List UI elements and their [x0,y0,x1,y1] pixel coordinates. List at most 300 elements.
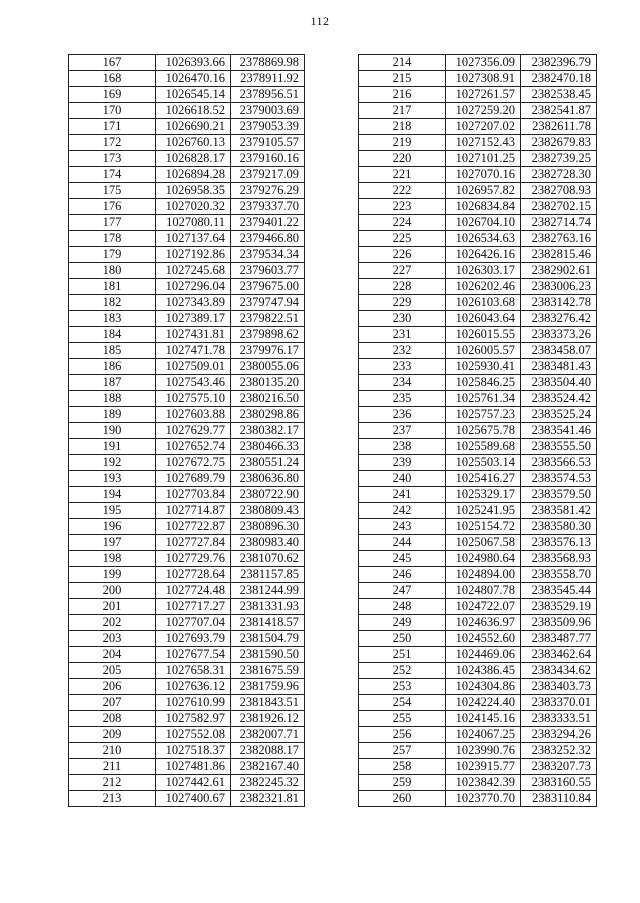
point-number-cell: 190 [69,423,156,439]
x-coordinate-cell: 1023842.39 [446,775,521,791]
y-coordinate-cell: 2383462.64 [521,647,597,663]
point-number-cell: 211 [69,759,156,775]
y-coordinate-cell: 2379675.00 [231,279,305,295]
table-row [359,295,597,311]
point-number-cell: 244 [359,535,446,551]
x-coordinate-cell: 1027137.64 [156,231,231,247]
table-row [359,375,597,391]
x-coordinate-cell: 1027575.10 [156,391,231,407]
y-coordinate-cell: 2382702.15 [521,199,597,215]
x-coordinate-cell: 1023915.77 [446,759,521,775]
point-number-cell: 259 [359,775,446,791]
table-row [69,487,305,503]
point-number-cell: 191 [69,439,156,455]
point-number-cell: 178 [69,231,156,247]
table-row [69,695,305,711]
table-row [69,663,305,679]
x-coordinate-cell: 1027259.20 [446,103,521,119]
y-coordinate-cell: 2383568.93 [521,551,597,567]
x-coordinate-cell: 1026894.28 [156,167,231,183]
y-coordinate-cell: 2382088.17 [231,743,305,759]
y-coordinate-cell: 2379276.29 [231,183,305,199]
y-coordinate-cell: 2383370.01 [521,695,597,711]
y-coordinate-cell: 2380055.06 [231,359,305,375]
coordinates-table-left [68,54,305,807]
table-row [359,471,597,487]
table-row [359,55,597,71]
table-row [359,503,597,519]
point-number-cell: 179 [69,247,156,263]
page-number: 112 [310,14,330,28]
x-coordinate-cell: 1025761.34 [446,391,521,407]
x-coordinate-cell: 1027101.25 [446,151,521,167]
x-coordinate-cell: 1023990.76 [446,743,521,759]
y-coordinate-cell: 2382708.93 [521,183,597,199]
y-coordinate-cell: 2382245.32 [231,775,305,791]
table-row [359,119,597,135]
point-number-cell: 221 [359,167,446,183]
y-coordinate-cell: 2380382.17 [231,423,305,439]
point-number-cell: 238 [359,439,446,455]
table-row [359,487,597,503]
point-number-cell: 227 [359,263,446,279]
table-row [359,759,597,775]
x-coordinate-cell: 1027343.89 [156,295,231,311]
x-coordinate-cell: 1025067.58 [446,535,521,551]
point-number-cell: 253 [359,679,446,695]
y-coordinate-cell: 2381843.51 [231,695,305,711]
table-row [359,359,597,375]
x-coordinate-cell: 1027717.27 [156,599,231,615]
table-row [359,167,597,183]
point-number-cell: 229 [359,295,446,311]
y-coordinate-cell: 2382611.78 [521,119,597,135]
x-coordinate-cell: 1027070.16 [446,167,521,183]
table-row [69,615,305,631]
point-number-cell: 246 [359,567,446,583]
point-number-cell: 218 [359,119,446,135]
point-number-cell: 204 [69,647,156,663]
x-coordinate-cell: 1026704.10 [446,215,521,231]
point-number-cell: 243 [359,519,446,535]
x-coordinate-cell: 1026470.16 [156,71,231,87]
x-coordinate-cell: 1027152.43 [446,135,521,151]
y-coordinate-cell: 2381331.93 [231,599,305,615]
table-row [69,311,305,327]
table-row [69,199,305,215]
x-coordinate-cell: 1024386.45 [446,663,521,679]
table-row [359,263,597,279]
y-coordinate-cell: 2379217.09 [231,167,305,183]
x-coordinate-cell: 1027724.48 [156,583,231,599]
y-coordinate-cell: 2382902.61 [521,263,597,279]
point-number-cell: 168 [69,71,156,87]
point-number-cell: 241 [359,487,446,503]
point-number-cell: 167 [69,55,156,71]
table-row [359,599,597,615]
y-coordinate-cell: 2378956.51 [231,87,305,103]
table-row [359,151,597,167]
table-row [69,71,305,87]
x-coordinate-cell: 1026393.66 [156,55,231,71]
point-number-cell: 209 [69,727,156,743]
x-coordinate-cell: 1027481.86 [156,759,231,775]
point-number-cell: 223 [359,199,446,215]
x-coordinate-cell: 1026015.55 [446,327,521,343]
y-coordinate-cell: 2382739.25 [521,151,597,167]
point-number-cell: 255 [359,711,446,727]
x-coordinate-cell: 1026426.16 [446,247,521,263]
point-number-cell: 171 [69,119,156,135]
y-coordinate-cell: 2379337.70 [231,199,305,215]
x-coordinate-cell: 1027431.81 [156,327,231,343]
point-number-cell: 234 [359,375,446,391]
point-number-cell: 180 [69,263,156,279]
x-coordinate-cell: 1027582.97 [156,711,231,727]
point-number-cell: 215 [359,71,446,87]
table-row [359,727,597,743]
point-number-cell: 217 [359,103,446,119]
table-row [359,455,597,471]
x-coordinate-cell: 1027729.76 [156,551,231,567]
table-row [359,567,597,583]
point-number-cell: 232 [359,343,446,359]
y-coordinate-cell: 2383579.50 [521,487,597,503]
x-coordinate-cell: 1027552.08 [156,727,231,743]
table-row [69,407,305,423]
point-number-cell: 188 [69,391,156,407]
point-number-cell: 239 [359,455,446,471]
x-coordinate-cell: 1027296.04 [156,279,231,295]
point-number-cell: 174 [69,167,156,183]
y-coordinate-cell: 2383576.13 [521,535,597,551]
table-row [69,103,305,119]
point-number-cell: 224 [359,215,446,231]
table-row [69,183,305,199]
x-coordinate-cell: 1026043.64 [446,311,521,327]
y-coordinate-cell: 2382728.30 [521,167,597,183]
x-coordinate-cell: 1027652.74 [156,439,231,455]
x-coordinate-cell: 1026690.21 [156,119,231,135]
point-number-cell: 257 [359,743,446,759]
table-row [69,647,305,663]
y-coordinate-cell: 2380722.90 [231,487,305,503]
table-row [359,311,597,327]
y-coordinate-cell: 2379747.94 [231,295,305,311]
x-coordinate-cell: 1027356.09 [446,55,521,71]
y-coordinate-cell: 2381759.96 [231,679,305,695]
x-coordinate-cell: 1027689.79 [156,471,231,487]
x-coordinate-cell: 1027672.75 [156,455,231,471]
x-coordinate-cell: 1024469.06 [446,647,521,663]
point-number-cell: 187 [69,375,156,391]
table-row [69,135,305,151]
x-coordinate-cell: 1026828.17 [156,151,231,167]
x-coordinate-cell: 1027703.84 [156,487,231,503]
x-coordinate-cell: 1025675.78 [446,423,521,439]
y-coordinate-cell: 2383434.62 [521,663,597,679]
y-coordinate-cell: 2380216.50 [231,391,305,407]
table-row [359,391,597,407]
table-row [69,327,305,343]
point-number-cell: 248 [359,599,446,615]
table-row [69,87,305,103]
table-row [359,71,597,87]
point-number-cell: 205 [69,663,156,679]
x-coordinate-cell: 1024636.97 [446,615,521,631]
table-row [359,343,597,359]
x-coordinate-cell: 1024304.86 [446,679,521,695]
x-coordinate-cell: 1024224.40 [446,695,521,711]
y-coordinate-cell: 2382167.40 [231,759,305,775]
x-coordinate-cell: 1026957.82 [446,183,521,199]
x-coordinate-cell: 1027442.61 [156,775,231,791]
x-coordinate-cell: 1026103.68 [446,295,521,311]
y-coordinate-cell: 2383403.73 [521,679,597,695]
table-row [359,775,597,791]
point-number-cell: 177 [69,215,156,231]
y-coordinate-cell: 2383160.55 [521,775,597,791]
x-coordinate-cell: 1027603.88 [156,407,231,423]
table-row [69,215,305,231]
y-coordinate-cell: 2379534.34 [231,247,305,263]
y-coordinate-cell: 2379466.80 [231,231,305,247]
x-coordinate-cell: 1025329.17 [446,487,521,503]
x-coordinate-cell: 1026760.13 [156,135,231,151]
x-coordinate-cell: 1023770.70 [446,791,521,807]
table-row [359,663,597,679]
y-coordinate-cell: 2383524.42 [521,391,597,407]
point-number-cell: 247 [359,583,446,599]
x-coordinate-cell: 1025241.95 [446,503,521,519]
y-coordinate-cell: 2378869.98 [231,55,305,71]
y-coordinate-cell: 2381070.62 [231,551,305,567]
point-number-cell: 226 [359,247,446,263]
point-number-cell: 208 [69,711,156,727]
table-row [359,215,597,231]
point-number-cell: 172 [69,135,156,151]
y-coordinate-cell: 2382396.79 [521,55,597,71]
table-row [69,599,305,615]
y-coordinate-cell: 2382714.74 [521,215,597,231]
y-coordinate-cell: 2379603.77 [231,263,305,279]
point-number-cell: 173 [69,151,156,167]
table-row [69,455,305,471]
table-row [359,423,597,439]
y-coordinate-cell: 2380298.86 [231,407,305,423]
y-coordinate-cell: 2379160.16 [231,151,305,167]
y-coordinate-cell: 2383525.24 [521,407,597,423]
table-row [359,535,597,551]
y-coordinate-cell: 2379401.22 [231,215,305,231]
x-coordinate-cell: 1024722.07 [446,599,521,615]
y-coordinate-cell: 2379822.51 [231,311,305,327]
x-coordinate-cell: 1026202.46 [446,279,521,295]
point-number-cell: 206 [69,679,156,695]
y-coordinate-cell: 2381926.12 [231,711,305,727]
y-coordinate-cell: 2383545.44 [521,583,597,599]
y-coordinate-cell: 2380551.24 [231,455,305,471]
x-coordinate-cell: 1027020.32 [156,199,231,215]
table-row [69,231,305,247]
table-row [69,343,305,359]
y-coordinate-cell: 2381157.85 [231,567,305,583]
y-coordinate-cell: 2381418.57 [231,615,305,631]
table-row [359,183,597,199]
x-coordinate-cell: 1024067.25 [446,727,521,743]
point-number-cell: 198 [69,551,156,567]
table-row [69,567,305,583]
point-number-cell: 182 [69,295,156,311]
y-coordinate-cell: 2383555.50 [521,439,597,455]
y-coordinate-cell: 2381590.50 [231,647,305,663]
y-coordinate-cell: 2380135.20 [231,375,305,391]
x-coordinate-cell: 1027636.12 [156,679,231,695]
point-number-cell: 242 [359,503,446,519]
x-coordinate-cell: 1027518.37 [156,743,231,759]
table-row [69,119,305,135]
table-row [359,247,597,263]
x-coordinate-cell: 1027245.68 [156,263,231,279]
x-coordinate-cell: 1026303.17 [446,263,521,279]
x-coordinate-cell: 1027727.84 [156,535,231,551]
x-coordinate-cell: 1027207.02 [446,119,521,135]
y-coordinate-cell: 2382679.83 [521,135,597,151]
point-number-cell: 220 [359,151,446,167]
table-row [69,535,305,551]
table-row [359,279,597,295]
point-number-cell: 240 [359,471,446,487]
table-row [359,647,597,663]
point-number-cell: 189 [69,407,156,423]
table-row [69,279,305,295]
table-row [69,423,305,439]
y-coordinate-cell: 2379053.39 [231,119,305,135]
x-coordinate-cell: 1027722.87 [156,519,231,535]
table-row [359,87,597,103]
point-number-cell: 194 [69,487,156,503]
x-coordinate-cell: 1027509.01 [156,359,231,375]
x-coordinate-cell: 1027693.79 [156,631,231,647]
table-row [69,247,305,263]
y-coordinate-cell: 2379003.69 [231,103,305,119]
point-number-cell: 219 [359,135,446,151]
table-row [359,711,597,727]
table-row [69,359,305,375]
point-number-cell: 251 [359,647,446,663]
x-coordinate-cell: 1027080.11 [156,215,231,231]
table-row [359,615,597,631]
table-row [69,503,305,519]
y-coordinate-cell: 2381675.59 [231,663,305,679]
point-number-cell: 195 [69,503,156,519]
point-number-cell: 170 [69,103,156,119]
table-row [359,327,597,343]
y-coordinate-cell: 2383580.30 [521,519,597,535]
point-number-cell: 203 [69,631,156,647]
table-row [359,407,597,423]
point-number-cell: 196 [69,519,156,535]
y-coordinate-cell: 2381504.79 [231,631,305,647]
point-number-cell: 183 [69,311,156,327]
x-coordinate-cell: 1025757.23 [446,407,521,423]
table-row [69,727,305,743]
y-coordinate-cell: 2381244.99 [231,583,305,599]
point-number-cell: 185 [69,343,156,359]
y-coordinate-cell: 2383509.96 [521,615,597,631]
y-coordinate-cell: 2383529.19 [521,599,597,615]
y-coordinate-cell: 2382470.18 [521,71,597,87]
point-number-cell: 235 [359,391,446,407]
point-number-cell: 192 [69,455,156,471]
y-coordinate-cell: 2380636.80 [231,471,305,487]
x-coordinate-cell: 1025846.25 [446,375,521,391]
point-number-cell: 201 [69,599,156,615]
x-coordinate-cell: 1025154.72 [446,519,521,535]
y-coordinate-cell: 2383110.84 [521,791,597,807]
table-row [69,439,305,455]
x-coordinate-cell: 1026534.63 [446,231,521,247]
x-coordinate-cell: 1027707.04 [156,615,231,631]
point-number-cell: 228 [359,279,446,295]
y-coordinate-cell: 2379105.57 [231,135,305,151]
x-coordinate-cell: 1027677.54 [156,647,231,663]
table-row [69,167,305,183]
y-coordinate-cell: 2379976.17 [231,343,305,359]
x-coordinate-cell: 1027308.91 [446,71,521,87]
table-row [69,775,305,791]
y-coordinate-cell: 2383458.07 [521,343,597,359]
table-row [69,471,305,487]
x-coordinate-cell: 1027400.67 [156,791,231,807]
y-coordinate-cell: 2380809.43 [231,503,305,519]
x-coordinate-cell: 1024894.00 [446,567,521,583]
y-coordinate-cell: 2382541.87 [521,103,597,119]
table-row [69,375,305,391]
y-coordinate-cell: 2383373.26 [521,327,597,343]
point-number-cell: 225 [359,231,446,247]
point-number-cell: 176 [69,199,156,215]
y-coordinate-cell: 2383294.26 [521,727,597,743]
x-coordinate-cell: 1027714.87 [156,503,231,519]
point-number-cell: 169 [69,87,156,103]
y-coordinate-cell: 2382321.81 [231,791,305,807]
table-row [69,583,305,599]
point-number-cell: 181 [69,279,156,295]
y-coordinate-cell: 2383574.53 [521,471,597,487]
table-row [359,583,597,599]
x-coordinate-cell: 1027658.31 [156,663,231,679]
table-row [69,551,305,567]
x-coordinate-cell: 1026545.14 [156,87,231,103]
x-coordinate-cell: 1024552.60 [446,631,521,647]
y-coordinate-cell: 2382763.16 [521,231,597,247]
y-coordinate-cell: 2383504.40 [521,375,597,391]
table-row [69,631,305,647]
table-row [69,55,305,71]
y-coordinate-cell: 2383487.77 [521,631,597,647]
table-row [359,551,597,567]
table-row [69,759,305,775]
x-coordinate-cell: 1025416.27 [446,471,521,487]
x-coordinate-cell: 1027629.77 [156,423,231,439]
point-number-cell: 193 [69,471,156,487]
table-row [359,743,597,759]
table-row [359,231,597,247]
y-coordinate-cell: 2383142.78 [521,295,597,311]
y-coordinate-cell: 2382007.71 [231,727,305,743]
table-row [69,743,305,759]
